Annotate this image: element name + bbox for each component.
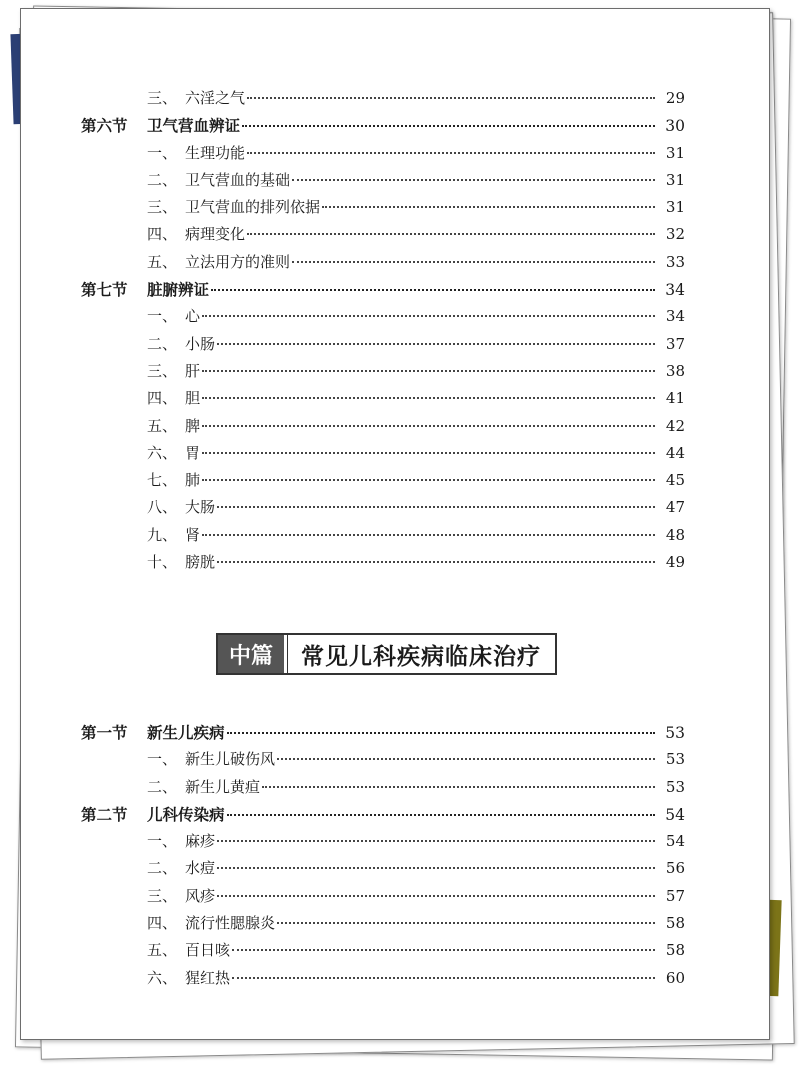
toc-page-number: 56 <box>665 859 685 878</box>
toc-page-number: 34 <box>665 307 685 326</box>
toc-item-number: 四、 <box>147 389 178 408</box>
toc-dot-leader <box>217 505 655 508</box>
toc-item-number: 五、 <box>147 416 178 435</box>
toc-entry-title: 大肠 <box>185 498 216 517</box>
toc-dot-leader <box>232 976 655 979</box>
toc-item-row[interactable] <box>81 194 685 221</box>
toc-dot-leader <box>292 178 655 181</box>
toc-item-row[interactable] <box>81 140 685 167</box>
toc-entry-title: 新生儿黄疸 <box>185 777 261 796</box>
toc-entry-title: 卫气营血的排列依据 <box>185 198 321 217</box>
toc-page <box>20 8 770 1040</box>
toc-entry-title: 病理变化 <box>185 225 246 244</box>
toc-page-number: 31 <box>665 170 685 189</box>
toc-item-row[interactable] <box>81 828 685 855</box>
toc-page-number: 29 <box>665 89 685 107</box>
toc-item-row[interactable] <box>81 167 685 194</box>
toc-page-number: 38 <box>665 361 685 380</box>
toc-item-row[interactable] <box>81 746 685 773</box>
toc-section-row[interactable] <box>81 801 685 828</box>
toc-item-row[interactable] <box>81 937 685 964</box>
toc-item-number: 三、 <box>147 198 178 217</box>
toc-item-number: 一、 <box>147 143 178 162</box>
toc-item-number: 一、 <box>147 307 178 326</box>
toc-item-row[interactable] <box>81 522 685 549</box>
part-banner-title: 常见儿科疾病临床治疗 <box>301 642 541 670</box>
part-banner-tag: 中篇 <box>218 635 287 673</box>
toc-dot-leader <box>202 478 655 481</box>
toc-section-row[interactable] <box>81 276 685 303</box>
toc-item-number: 四、 <box>147 225 178 244</box>
toc-item-number: 四、 <box>147 914 178 933</box>
toc-page-number: 58 <box>665 941 685 960</box>
toc-dot-leader <box>202 369 655 372</box>
toc-entry-title: 脏腑辨证 <box>147 280 210 300</box>
toc-section-number: 第六节 <box>81 116 128 136</box>
toc-page-number: 60 <box>665 968 685 987</box>
toc-item-row[interactable] <box>81 303 685 330</box>
toc-entry-title: 小肠 <box>185 334 216 353</box>
toc-item-number: 七、 <box>147 471 178 490</box>
toc-entry-title: 新生儿破伤风 <box>185 750 276 769</box>
toc-dot-leader <box>322 205 655 208</box>
toc-entry-title: 百日咳 <box>185 941 231 960</box>
toc-dot-leader <box>217 866 655 869</box>
toc-item-row[interactable] <box>81 358 685 385</box>
toc-item-row[interactable] <box>81 855 685 882</box>
toc-item-number: 九、 <box>147 525 178 544</box>
toc-item-row[interactable] <box>81 467 685 494</box>
toc-entry-title: 立法用方的准则 <box>185 252 291 271</box>
toc-dot-leader <box>262 785 655 788</box>
toc-section-number: 第一节 <box>81 723 128 742</box>
toc-item-number: 二、 <box>147 859 178 878</box>
toc-item-row[interactable] <box>81 440 685 467</box>
toc-page-number: 37 <box>665 334 685 353</box>
toc-page-number: 49 <box>665 553 685 572</box>
toc-page-number: 42 <box>665 416 685 435</box>
toc-dot-leader <box>217 894 655 897</box>
toc-item-row[interactable] <box>81 774 685 801</box>
toc-page-number: 53 <box>665 750 685 769</box>
toc-page-number: 34 <box>665 281 685 300</box>
toc-item-row[interactable] <box>81 221 685 248</box>
toc-dot-leader <box>232 948 655 951</box>
toc-item-row[interactable] <box>81 549 685 576</box>
toc-page-number: 54 <box>665 805 685 824</box>
toc-item-number: 一、 <box>147 832 178 851</box>
toc-item-number: 二、 <box>147 334 178 353</box>
toc-entry-title: 卫气营血辨证 <box>147 116 241 136</box>
toc-dot-leader <box>292 260 655 263</box>
toc-dot-leader <box>247 96 655 99</box>
toc-item-number: 八、 <box>147 498 178 517</box>
toc-entry-title: 肾 <box>185 525 201 544</box>
toc-dot-leader <box>202 424 655 427</box>
toc-entry-title: 风疹 <box>185 886 216 905</box>
toc-entry-title: 流行性腮腺炎 <box>185 914 276 933</box>
toc-item-row[interactable] <box>81 494 685 521</box>
toc-dot-leader <box>277 757 655 760</box>
toc-dot-leader <box>202 396 655 399</box>
toc-page-number: 45 <box>665 471 685 490</box>
toc-entry-title: 脾 <box>185 416 201 435</box>
toc-page-number: 58 <box>665 914 685 933</box>
toc-item-row[interactable] <box>81 965 685 992</box>
toc-dot-leader <box>217 342 655 345</box>
toc-page-number: 54 <box>665 832 685 851</box>
toc-dot-leader <box>211 288 655 291</box>
toc-item-number: 三、 <box>147 89 178 107</box>
toc-item-row[interactable] <box>81 910 685 937</box>
toc-page-number: 53 <box>665 777 685 796</box>
part-banner <box>216 633 557 675</box>
toc-dot-leader <box>217 560 655 563</box>
toc-dot-leader <box>202 533 655 536</box>
toc-item-row[interactable] <box>81 331 685 358</box>
toc-item-number: 六、 <box>147 968 178 987</box>
toc-entry-title: 新生儿疾病 <box>147 723 225 742</box>
toc-item-number: 三、 <box>147 886 178 905</box>
toc-dot-leader <box>247 151 655 154</box>
toc-item-row[interactable] <box>81 413 685 440</box>
toc-entry-title: 麻疹 <box>185 832 216 851</box>
toc-entry-title: 心 <box>185 307 201 326</box>
toc-section-number: 第二节 <box>81 804 128 824</box>
toc-item-row[interactable] <box>81 385 685 412</box>
toc-item-number: 二、 <box>147 170 178 189</box>
toc-item-number: 一、 <box>147 750 178 769</box>
toc-item-row[interactable] <box>81 249 685 276</box>
toc-item-number: 五、 <box>147 941 178 960</box>
toc-entry-title: 膀胱 <box>185 553 216 572</box>
toc-page-number: 31 <box>665 198 685 217</box>
toc-dot-leader <box>217 839 655 842</box>
toc-entry-title: 肺 <box>185 471 201 490</box>
toc-item-row[interactable] <box>81 883 685 910</box>
toc-entry-title: 水痘 <box>185 859 216 878</box>
toc-page-number: 48 <box>665 525 685 544</box>
toc-item-number: 十、 <box>147 553 178 572</box>
toc-page-number: 32 <box>665 225 685 244</box>
toc-section-number: 第七节 <box>81 280 128 300</box>
toc-entry-title: 猩红热 <box>185 968 231 987</box>
toc-dot-leader <box>227 731 655 734</box>
toc-entry-title: 儿科传染病 <box>147 804 225 824</box>
toc-entry-title: 胆 <box>185 389 201 408</box>
toc-entry-title: 肝 <box>185 361 201 380</box>
toc-entry-title: 胃 <box>185 443 201 462</box>
toc-entry-title: 卫气营血的基础 <box>185 170 291 189</box>
toc-item-number: 三、 <box>147 361 178 380</box>
toc-item-number: 二、 <box>147 777 178 796</box>
toc-dot-leader <box>202 451 655 454</box>
toc-page-number: 44 <box>665 443 685 462</box>
toc-item-number: 五、 <box>147 252 178 271</box>
toc-item-row[interactable] <box>81 85 685 112</box>
toc-dot-leader <box>227 813 655 816</box>
toc-page-number: 57 <box>665 886 685 905</box>
toc-dot-leader <box>202 314 655 317</box>
toc-page-number: 53 <box>665 724 685 742</box>
toc-page-number: 41 <box>665 389 685 408</box>
toc-section-row[interactable] <box>81 719 685 746</box>
toc-page-number: 31 <box>665 143 685 162</box>
toc-entry-title: 生理功能 <box>185 143 246 162</box>
toc-dot-leader <box>277 921 655 924</box>
toc-item-number: 六、 <box>147 443 178 462</box>
toc-dot-leader <box>247 232 655 235</box>
toc-list-top <box>81 85 685 576</box>
toc-list-bottom <box>81 719 685 992</box>
toc-section-row[interactable] <box>81 112 685 139</box>
toc-page-number: 30 <box>665 117 685 136</box>
toc-page-number: 47 <box>665 498 685 517</box>
toc-entry-title: 六淫之气 <box>185 89 246 107</box>
toc-page-number: 33 <box>665 252 685 271</box>
toc-dot-leader <box>242 124 655 127</box>
